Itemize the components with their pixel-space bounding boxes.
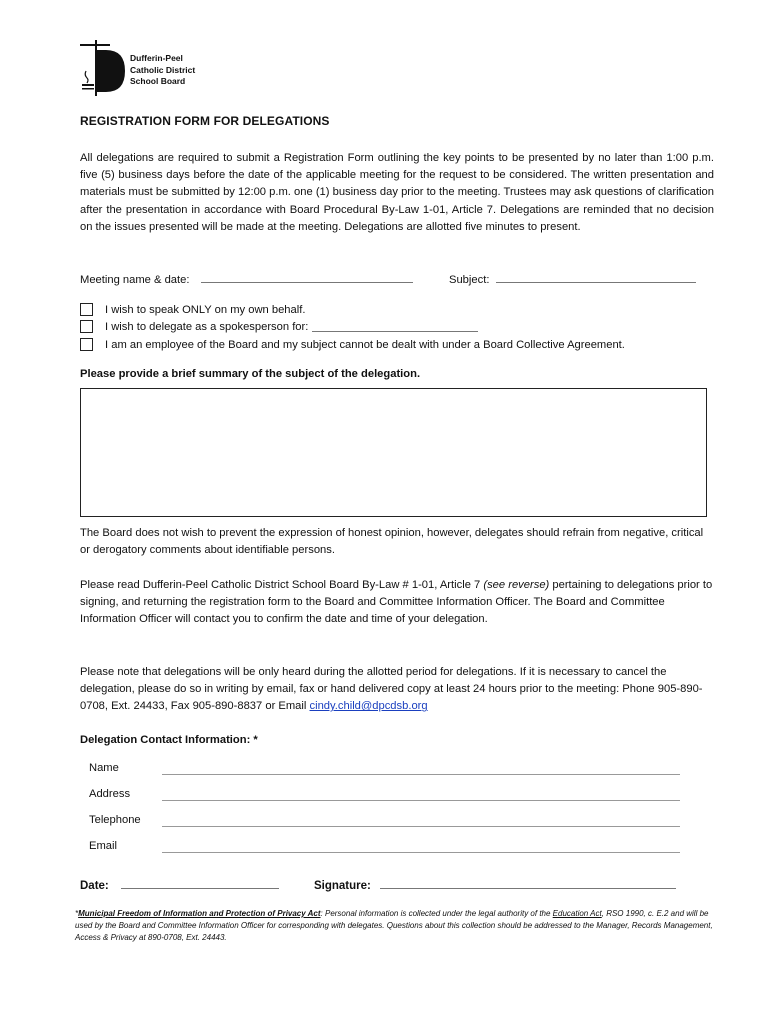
- subject-label: Subject:: [449, 274, 490, 286]
- cancellation-text: Please note that delegations will be only heard during the allotted period for delegations. If it is necessary to cancel the delegation, please do so in writing by email, fax or hand delivered copy at least 24 hours prior to the meeting: Phone 905-890-0708, Ext. 24433, Fax 905-890-8837 or Email: [80, 666, 703, 713]
- contact-email-label: Email: [89, 840, 117, 852]
- date-input-line[interactable]: [121, 878, 279, 889]
- privacy-act-name: Municipal Freedom of Information and Protection of Privacy Act: [78, 909, 321, 918]
- contact-email-row: [89, 840, 689, 856]
- footnote-text-cont: , RSO 1990, c. E.2 and will be used by the Board and Committee Information Officer for corresponding with delegates. Questions about this collection should be addressed to the Manager, Records Management, Access & Privacy at 890-0708, Ext. 24443.: [75, 909, 713, 942]
- contact-name-input-line[interactable]: [162, 774, 680, 775]
- option-spokesperson: [80, 318, 478, 335]
- bylaw-paragraph: [80, 577, 714, 629]
- option-label: I wish to delegate as a spokesperson for:: [105, 320, 309, 333]
- spokesperson-checkbox[interactable]: [80, 320, 93, 333]
- footnote-star: *: [75, 909, 79, 918]
- education-act-name: Education Act: [552, 909, 602, 918]
- logo-text-line: Catholic District: [130, 64, 196, 75]
- contact-telephone-input-line[interactable]: [162, 826, 680, 827]
- bylaw-text: Please read Dufferin-Peel Catholic District School Board By-Law # 1-01, Article 7: [80, 579, 484, 591]
- meeting-label: Meeting name & date:: [80, 274, 190, 286]
- date-field: [80, 878, 279, 892]
- contact-name-label: Name: [89, 762, 119, 774]
- contact-telephone-row: [89, 814, 689, 830]
- contact-address-input-line[interactable]: [162, 800, 680, 801]
- logo-text-line: School Board: [130, 76, 186, 86]
- own-behalf-checkbox[interactable]: [80, 303, 93, 316]
- see-reverse-text: (see reverse): [483, 579, 550, 591]
- contact-telephone-label: Telephone: [89, 814, 141, 826]
- cancellation-paragraph: [80, 664, 714, 716]
- privacy-footnote: [75, 908, 715, 944]
- logo-text-line: Dufferin-Peel: [130, 53, 183, 63]
- meeting-field: [80, 272, 413, 286]
- form-title: REGISTRATION FORM FOR DELEGATIONS: [80, 114, 330, 128]
- option-employee: [80, 336, 625, 353]
- date-label: Date:: [80, 880, 109, 892]
- signature-input-line[interactable]: [380, 878, 676, 889]
- subject-input-line[interactable]: [496, 272, 696, 283]
- option-label: I wish to speak ONLY on my own behalf.: [105, 303, 306, 316]
- signature-label: Signature:: [314, 880, 371, 892]
- footnote-text: : Personal information is collected under the legal authority of the: [320, 909, 553, 918]
- spokesperson-input-line[interactable]: [312, 321, 478, 332]
- signature-field: [314, 878, 676, 892]
- summary-heading: Please provide a brief summary of the subject of the delegation.: [80, 368, 421, 380]
- board-policy-paragraph: The Board does not wish to prevent the expression of honest opinion, however, delegates should refrain from negative, critical or derogatory comments about identifiable persons.: [80, 527, 704, 557]
- subject-field: [449, 272, 696, 286]
- bylaw-text-cont: pertaining to delegations prior to signing, and returning the registration form to the Board and Committee Information Officer. The Board and Committee Information Officer will contact you to confirm the date and time of your delegation.: [80, 579, 713, 626]
- board-logo-mark-icon: [78, 40, 130, 96]
- contact-address-label: Address: [89, 788, 131, 800]
- contact-address-row: [89, 788, 689, 804]
- summary-textbox[interactable]: [80, 388, 707, 517]
- option-own-behalf: [80, 301, 305, 318]
- contact-name-row: [89, 762, 689, 778]
- meeting-input-line[interactable]: [201, 272, 413, 283]
- contact-email-link[interactable]: cindy.child@dpcdsb.org: [309, 700, 428, 713]
- contact-heading: Delegation Contact Information: *: [80, 734, 258, 746]
- employee-checkbox[interactable]: [80, 338, 93, 351]
- intro-paragraph: All delegations are required to submit a Registration Form outlining the key points to be presented by no later than 1:00 p.m. five (5) business days before the date of the applicable meeting for the request to be considered. The written presentation and materials must be submitted by 12:00 p.m. one (1) business day prior to the meeting. Trustees may ask questions of clarification after the presentation in accordance with Board Procedural By-Law 1-01, Article 7. Delegations are reminded that no decision on the issues presented will be made at the meeting. Delegations are allotted five minutes to present.: [80, 152, 714, 233]
- option-label: I am an employee of the Board and my subject cannot be dealt with under a Board Collective Agreement.: [105, 338, 625, 351]
- contact-email-input-line[interactable]: [162, 852, 680, 853]
- board-logo: [78, 40, 228, 96]
